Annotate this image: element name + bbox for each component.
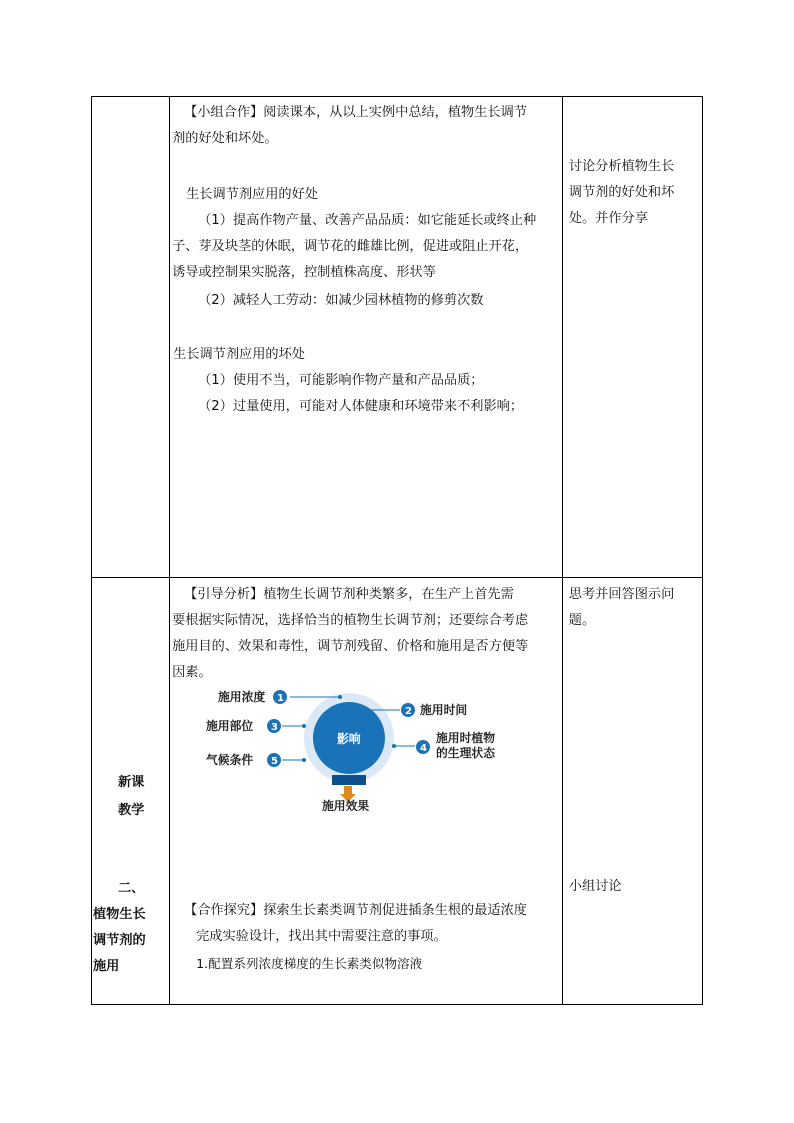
diagram-item-2-label: 施用时间 [420, 703, 468, 717]
student-text-1: 讨论分析植物生长 [568, 159, 675, 174]
explore-text-3: 1.配置系列浓度梯度的生长素类似物溶液 [196, 956, 423, 971]
section-number: 二、 [118, 881, 145, 896]
diagram-item-4-label: 施用时植物 [436, 731, 496, 745]
diagram-item-3-label: 施用部位 [206, 719, 254, 733]
diagram-arrow-stem [344, 786, 352, 794]
student-activity-cell [562, 97, 702, 578]
section-title-1: 植物生长 [93, 907, 146, 922]
explore-text-1: 【合作探究】探索生长素类调节剂促进插条生根的最适浓度 [184, 903, 527, 918]
guide-text-2: 要根据实际情况，选择恰当的植物生长调节剂；还要综合考虑 [172, 613, 529, 628]
diagram-item-1-num: 1 [277, 693, 285, 704]
student-answer-1: 思考并回答图示问 [568, 587, 675, 602]
teacher-activity-cell [170, 578, 563, 1005]
diagram-item-2-num: 2 [405, 706, 413, 717]
influence-diagram [200, 686, 500, 811]
guide-text-1: 【引导分析】植物生长调节剂种类繁多，在生产上首先需 [184, 587, 514, 602]
stage-cell [92, 97, 170, 578]
stage-label-2: 教学 [118, 803, 145, 818]
bad-item-1: （1）使用不当，可能影响作物产量和产品品质； [198, 373, 484, 388]
task-text: 【小组合作】阅读课本，从以上实例中总结，植物生长调节 [184, 105, 527, 120]
diagram-item-4-num: 4 [420, 743, 428, 754]
stage-cell [92, 578, 170, 1005]
bad-item-2: （2）过量使用，可能对人体健康和环境带来不利影响； [198, 399, 524, 414]
explore-text-2: 完成实验设计，找出其中需要注意的事项。 [196, 929, 447, 944]
student-text-2: 调节剂的好处和坏 [568, 185, 675, 200]
diagram-center-label: 影响 [337, 732, 361, 746]
student-discussion: 小组讨论 [568, 879, 622, 894]
good-item-1: （1）提高作物产量、改善产品品质：如它能延长或终止种 [198, 213, 537, 228]
guide-text-4: 因素。 [172, 665, 212, 680]
good-item-2: （2）减轻人工劳动：如减少园林植物的修剪次数 [198, 293, 484, 308]
section-title-2: 调节剂的 [93, 933, 146, 948]
student-text-3: 处。并作分享 [568, 211, 648, 226]
diagram-base [332, 775, 366, 785]
diagram-item-5-num: 5 [271, 756, 279, 767]
teacher-activity-cell [170, 97, 563, 578]
diagram-item-1-label: 施用浓度 [218, 690, 266, 704]
guide-text-3: 施用目的、效果和毒性，调节剂残留、价格和施用是否方便等 [172, 639, 529, 654]
student-answer-2: 题。 [568, 613, 596, 628]
section-title-3: 施用 [93, 959, 120, 974]
student-activity-cell [562, 578, 702, 1005]
stage-label-1: 新课 [118, 775, 145, 790]
diagram-item-3-num: 3 [271, 722, 279, 733]
diagram-item-4-label-cont: 的生理状态 [436, 746, 496, 760]
lesson-table [91, 96, 703, 1005]
task-text-cont: 剂的好处和坏处。 [172, 131, 278, 146]
good-title: 生长调节剂应用的好处 [186, 187, 318, 202]
diagram-bottom-label: 施用效果 [322, 799, 370, 811]
table-row [92, 578, 703, 1005]
table-row [92, 97, 703, 578]
diagram-item-5-label: 气候条件 [206, 753, 254, 767]
good-item-1-cont: 子、芽及块茎的休眠，调节花的雌雄比例，促进或阻止开花， [172, 239, 529, 254]
good-item-1-end: 诱导或控制果实脱落，控制植株高度、形状等 [172, 265, 436, 280]
bad-title: 生长调节剂应用的坏处 [173, 347, 305, 362]
